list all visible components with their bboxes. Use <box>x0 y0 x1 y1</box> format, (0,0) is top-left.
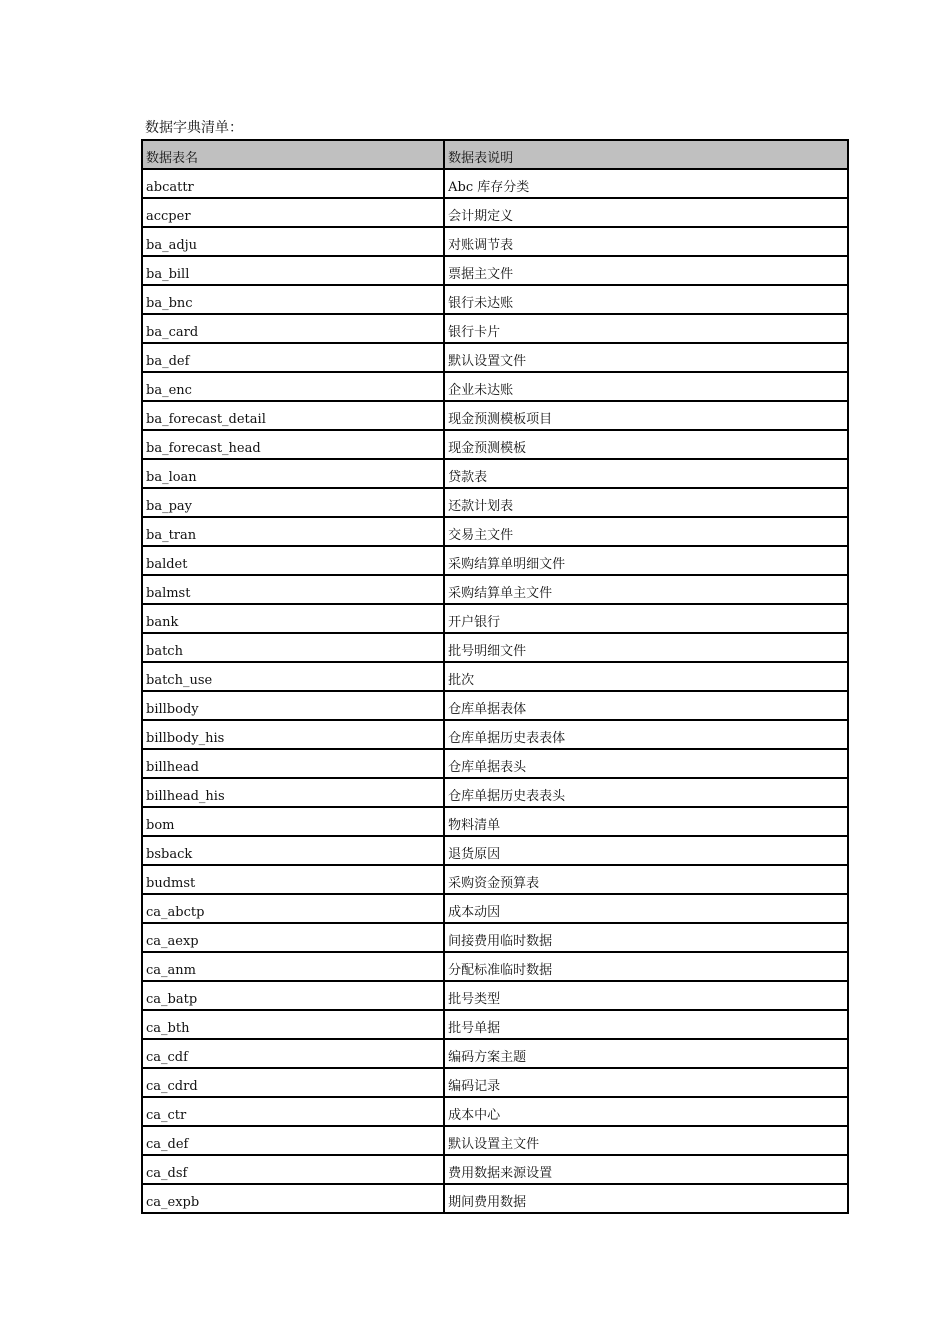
table-name-cell: ba_forecast_detail <box>142 401 444 430</box>
table-name-cell: ba_adju <box>142 227 444 256</box>
table-description-cell: 仓库单据历史表表头 <box>444 778 848 807</box>
table-description-cell: 票据主文件 <box>444 256 848 285</box>
table-row <box>142 256 848 285</box>
table-row <box>142 1184 848 1213</box>
table-row <box>142 836 848 865</box>
table-name-cell: baldet <box>142 546 444 575</box>
table-name-cell: ba_pay <box>142 488 444 517</box>
table-name-cell: ca_batp <box>142 981 444 1010</box>
table-name-cell: ca_def <box>142 1126 444 1155</box>
header-table-name: 数据表名 <box>142 140 444 169</box>
table-name-cell: batch_use <box>142 662 444 691</box>
table-row <box>142 1068 848 1097</box>
table-description-cell: 费用数据来源设置 <box>444 1155 848 1184</box>
table-row <box>142 517 848 546</box>
table-description-cell: 银行未达账 <box>444 285 848 314</box>
table-row <box>142 865 848 894</box>
table-row <box>142 401 848 430</box>
table-description-cell: 采购结算单主文件 <box>444 575 848 604</box>
table-description-cell: 采购结算单明细文件 <box>444 546 848 575</box>
table-row <box>142 720 848 749</box>
table-row <box>142 633 848 662</box>
table-name-cell: ba_card <box>142 314 444 343</box>
table-row <box>142 372 848 401</box>
header-table-description: 数据表说明 <box>444 140 848 169</box>
table-name-cell: budmst <box>142 865 444 894</box>
table-description-cell: 批号单据 <box>444 1010 848 1039</box>
table-description-cell: 批号类型 <box>444 981 848 1010</box>
table-description-cell: 还款计划表 <box>444 488 848 517</box>
table-name-cell: bank <box>142 604 444 633</box>
table-description-cell: 期间费用数据 <box>444 1184 848 1213</box>
table-description-cell: 会计期定义 <box>444 198 848 227</box>
table-description-cell: 分配标准临时数据 <box>444 952 848 981</box>
page-title: 数据字典清单： <box>145 120 243 136</box>
table-description-cell: 仓库单据历史表表体 <box>444 720 848 749</box>
table-row <box>142 546 848 575</box>
table-name-cell: billbody_his <box>142 720 444 749</box>
table-name-cell: billhead <box>142 749 444 778</box>
table-row <box>142 778 848 807</box>
table-name-cell: ca_cdrd <box>142 1068 444 1097</box>
table-body <box>142 169 848 1213</box>
table-row <box>142 1126 848 1155</box>
table-description-cell: 现金预测模板项目 <box>444 401 848 430</box>
table-row <box>142 285 848 314</box>
table-row <box>142 430 848 459</box>
table-description-cell: 采购资金预算表 <box>444 865 848 894</box>
table-description-cell: 批号明细文件 <box>444 633 848 662</box>
table-name-cell: ca_anm <box>142 952 444 981</box>
table-row <box>142 459 848 488</box>
table-name-cell: ca_cdf <box>142 1039 444 1068</box>
table-name-cell: accper <box>142 198 444 227</box>
table-name-cell: ca_expb <box>142 1184 444 1213</box>
table-row <box>142 952 848 981</box>
data-dictionary-table <box>141 139 849 1214</box>
table-description-cell: 物料清单 <box>444 807 848 836</box>
table-row <box>142 1155 848 1184</box>
table-name-cell: ba_tran <box>142 517 444 546</box>
table-row <box>142 807 848 836</box>
table-row <box>142 1010 848 1039</box>
table-row <box>142 488 848 517</box>
table-description-cell: 贷款表 <box>444 459 848 488</box>
table-description-cell: 交易主文件 <box>444 517 848 546</box>
table-row <box>142 1097 848 1126</box>
table-description-cell: 编码记录 <box>444 1068 848 1097</box>
table-name-cell: ca_ctr <box>142 1097 444 1126</box>
table-description-cell: 仓库单据表头 <box>444 749 848 778</box>
table-name-cell: ca_aexp <box>142 923 444 952</box>
table-name-cell: bom <box>142 807 444 836</box>
table-name-cell: ca_dsf <box>142 1155 444 1184</box>
table-name-cell: ba_loan <box>142 459 444 488</box>
table-name-cell: batch <box>142 633 444 662</box>
table-row <box>142 894 848 923</box>
table-description-cell: 企业未达账 <box>444 372 848 401</box>
table-row <box>142 923 848 952</box>
table-name-cell: ba_bill <box>142 256 444 285</box>
table-name-cell: ba_enc <box>142 372 444 401</box>
table-row <box>142 227 848 256</box>
table-row <box>142 604 848 633</box>
table-name-cell: billhead_his <box>142 778 444 807</box>
table-description-cell: 成本动因 <box>444 894 848 923</box>
table-name-cell: ba_bnc <box>142 285 444 314</box>
table-row <box>142 314 848 343</box>
table-description-cell: 默认设置主文件 <box>444 1126 848 1155</box>
table-name-cell: balmst <box>142 575 444 604</box>
table-name-cell: ca_abctp <box>142 894 444 923</box>
table-description-cell: 默认设置文件 <box>444 343 848 372</box>
table-name-cell: ca_bth <box>142 1010 444 1039</box>
table-description-cell: 编码方案主题 <box>444 1039 848 1068</box>
table-row <box>142 343 848 372</box>
table-description-cell: 开户银行 <box>444 604 848 633</box>
table-description-cell: 间接费用临时数据 <box>444 923 848 952</box>
table-name-cell: ba_def <box>142 343 444 372</box>
table-row <box>142 691 848 720</box>
table-row <box>142 981 848 1010</box>
table-row <box>142 749 848 778</box>
table-name-cell: ba_forecast_head <box>142 430 444 459</box>
table-description-cell: 退货原因 <box>444 836 848 865</box>
table-description-cell: 仓库单据表体 <box>444 691 848 720</box>
table-name-cell: billbody <box>142 691 444 720</box>
table-description-cell: 银行卡片 <box>444 314 848 343</box>
table-description-cell: 成本中心 <box>444 1097 848 1126</box>
table-description-cell: 批次 <box>444 662 848 691</box>
table-description-cell: 对账调节表 <box>444 227 848 256</box>
table-name-cell: bsback <box>142 836 444 865</box>
table-header-row <box>142 140 848 169</box>
table-description-cell: 现金预测模板 <box>444 430 848 459</box>
table-row <box>142 1039 848 1068</box>
table-row <box>142 169 848 198</box>
table-row <box>142 575 848 604</box>
table-name-cell: abcattr <box>142 169 444 198</box>
table-row <box>142 198 848 227</box>
table-row <box>142 662 848 691</box>
table-description-cell: Abc 库存分类 <box>444 169 848 198</box>
